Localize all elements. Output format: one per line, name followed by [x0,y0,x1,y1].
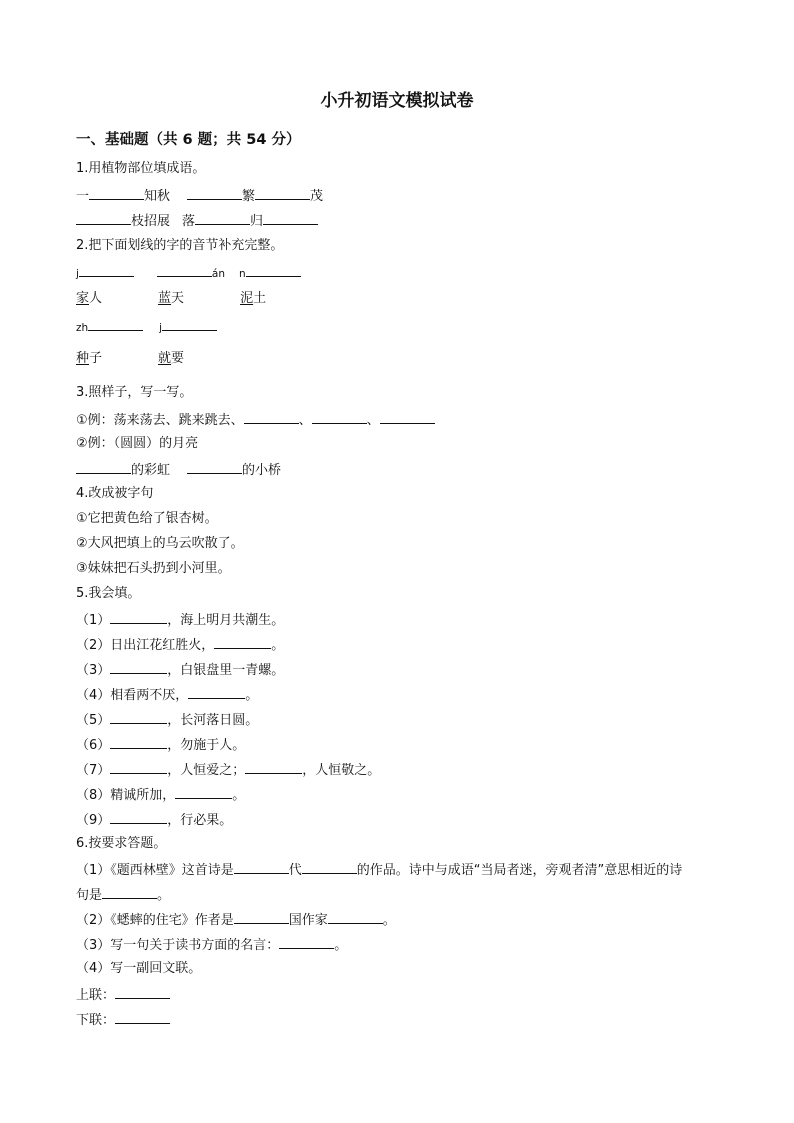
answer-blank[interactable] [110,610,167,624]
pinyin-row-1: j án n [76,263,301,283]
question-5-item: （2）日出江花红胜火， 。 [76,635,284,655]
answer-blank[interactable] [263,211,318,225]
question-1-stem: 1.用植物部位填成语。 [76,161,206,176]
question-5-item: （9） ，行必果。 [76,810,232,830]
upper-couplet: 上联： [76,985,170,1005]
question-3-a: ①例：荡来荡去、跳来跳去、 、 、 [76,410,435,430]
question-6-item-3: （3）写一句关于读书方面的名言： 。 [76,935,347,955]
answer-blank[interactable] [89,186,144,200]
question-6-item-1: （1）《题西林壁》这首诗是 代 的作品。诗中与成语“当局者迷，旁观者清”意思相近的诗 [76,860,682,880]
answer-blank[interactable] [214,635,271,649]
question-5-stem: 5.我会填。 [76,586,141,601]
section-heading: 一、基础题（共 6 题；共 54 分） [76,132,301,148]
answer-blank[interactable] [279,935,334,949]
exam-title: 小升初语文模拟试卷 [320,91,474,111]
answer-blank[interactable] [88,317,143,331]
answer-blank[interactable] [110,660,167,674]
question-4-item: ③妹妹把石头扔到小河里。 [76,561,231,576]
question-4-item: ②大风把填上的乌云吹散了。 [76,536,244,551]
answer-blank[interactable] [195,211,250,225]
question-5-item: （6） ，勿施于人。 [76,735,245,755]
answer-blank[interactable] [302,860,357,874]
question-6-item-2: （2）《蟋蟀的住宅》作者是 国作家 。 [76,910,396,930]
answer-blank[interactable] [380,410,435,424]
answer-blank[interactable] [157,263,212,277]
answer-blank[interactable] [255,186,310,200]
question-5-item: （4）相看两不厌， 。 [76,685,258,705]
answer-blank[interactable] [175,785,232,799]
question-4-stem: 4.改成被字句 [76,486,154,501]
word-row-2: 种子 就要 [76,351,185,366]
question-6-item-4: （4）写一副回文联。 [76,961,202,976]
question-1-line-1: 一 知秋 繁 茂 [76,186,323,206]
answer-blank[interactable] [162,317,217,331]
answer-blank[interactable] [244,410,299,424]
question-5-item: （8）精诚所加， 。 [76,785,245,805]
question-5-item: （5） ，长河落日圆。 [76,710,258,730]
answer-blank[interactable] [115,985,170,999]
answer-blank[interactable] [234,910,289,924]
question-6-stem: 6.按要求答题。 [76,836,167,851]
answer-blank[interactable] [245,760,302,774]
question-4-item: ①它把黄色给了银杏树。 [76,511,218,526]
answer-blank[interactable] [115,1010,170,1024]
question-2-stem: 2.把下面划线的字的音节补充完整。 [76,238,284,253]
answer-blank[interactable] [234,860,289,874]
answer-blank[interactable] [102,885,157,899]
answer-blank[interactable] [246,263,301,277]
answer-blank[interactable] [312,410,367,424]
question-3-stem: 3.照样子，写一写。 [76,385,193,400]
answer-blank[interactable] [188,685,245,699]
answer-blank[interactable] [110,735,167,749]
answer-blank[interactable] [110,810,167,824]
answer-blank[interactable] [187,186,242,200]
answer-blank[interactable] [187,460,242,474]
answer-blank[interactable] [110,760,167,774]
question-5-item: （7） ，人恒爱之； ，人恒敬之。 [76,760,380,780]
answer-blank[interactable] [79,263,134,277]
pinyin-row-2: zh j [76,317,217,337]
question-5-item: （1） ，海上明月共潮生。 [76,610,284,630]
answer-blank[interactable] [110,710,167,724]
question-5-item: （3） ，白银盘里一青螺。 [76,660,284,680]
question-1-line-2: 枝招展 落 归 [76,211,318,231]
lower-couplet: 下联： [76,1010,170,1030]
answer-blank[interactable] [76,460,131,474]
question-3-c: 的彩虹 的小桥 [76,460,281,480]
question-3-b: ②例：（圆圆）的月亮 [76,436,199,451]
answer-blank[interactable] [328,910,383,924]
word-row-1: 家人 蓝天 泥土 [76,291,267,306]
answer-blank[interactable] [76,211,131,225]
question-6-item-1-cont: 句是 。 [76,885,170,905]
